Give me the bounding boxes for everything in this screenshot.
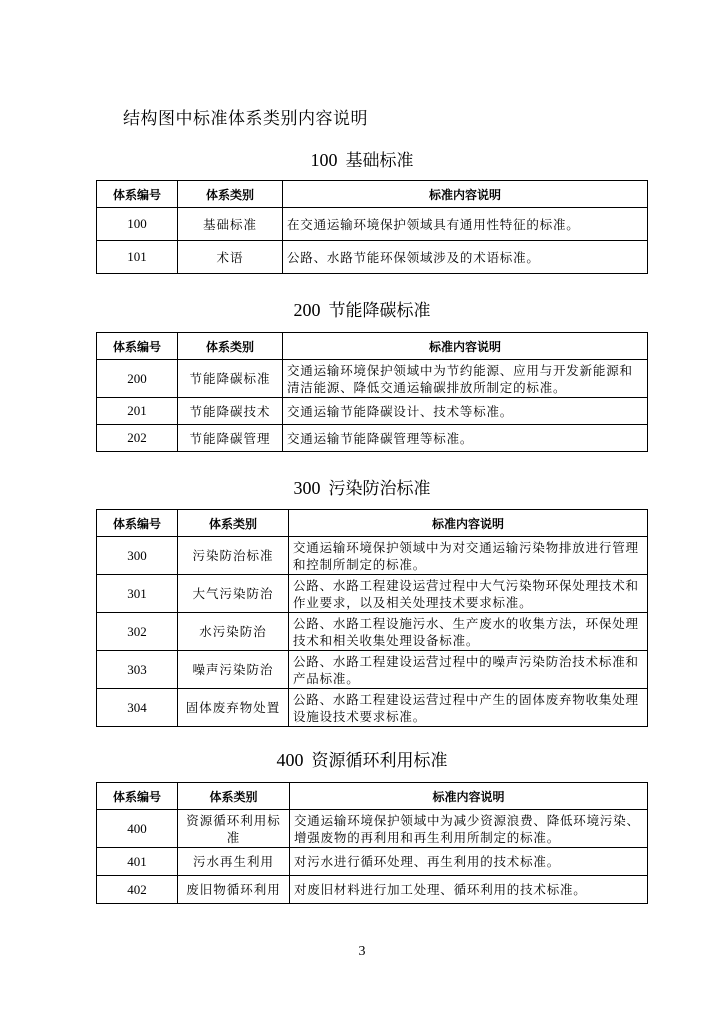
row-category: 大气污染防治 bbox=[178, 575, 289, 613]
table-row bbox=[97, 241, 648, 274]
row-description: 交通运输环境保护领域中为减少资源浪费、降低环境污染、增强废物的再利用和再生利用所制定的标准。 bbox=[290, 810, 648, 848]
row-description: 对污水进行循环处理、再生利用的技术标准。 bbox=[290, 848, 648, 876]
row-code: 300 bbox=[97, 537, 178, 575]
col-header-description: 标准内容说明 bbox=[283, 333, 648, 360]
row-description: 交通运输环境保护领域中为节约能源、应用与开发新能源和清洁能源、降低交通运输碳排放所制定的标准。 bbox=[283, 360, 648, 398]
row-description: 公路、水路工程设施污水、生产废水的收集方法，环保处理技术和相关收集处理设备标准。 bbox=[289, 613, 648, 651]
table-row bbox=[97, 208, 648, 241]
table-header-row bbox=[97, 510, 648, 537]
row-category: 固体废弃物处置 bbox=[178, 689, 289, 727]
section-name: 基础标准 bbox=[345, 151, 414, 171]
row-code: 202 bbox=[97, 425, 178, 452]
col-header-description: 标准内容说明 bbox=[289, 510, 648, 537]
table-header-row bbox=[97, 181, 648, 208]
row-description: 交通运输节能降碳管理等标准。 bbox=[283, 425, 648, 452]
row-category: 节能降碳标准 bbox=[178, 360, 283, 398]
row-description: 在交通运输环境保护领域具有通用性特征的标准。 bbox=[283, 208, 648, 241]
section-number: 400 bbox=[276, 750, 304, 770]
row-category: 节能降碳技术 bbox=[178, 398, 283, 425]
table-row bbox=[97, 398, 648, 425]
table-row bbox=[97, 848, 648, 876]
row-code: 101 bbox=[97, 241, 178, 274]
row-code: 304 bbox=[97, 689, 178, 727]
row-description: 公路、水路节能环保领域涉及的术语标准。 bbox=[283, 241, 648, 274]
row-code: 200 bbox=[97, 360, 178, 398]
table-row bbox=[97, 876, 648, 904]
col-header-code: 体系编号 bbox=[97, 333, 178, 360]
section-title-400 bbox=[0, 746, 724, 771]
page-heading: 结构图中标准体系类别内容说明 bbox=[123, 109, 368, 129]
standards-table-300 bbox=[96, 509, 648, 727]
col-header-code: 体系编号 bbox=[97, 783, 178, 810]
row-code: 302 bbox=[97, 613, 178, 651]
row-description: 公路、水路工程建设运营过程中的噪声污染防治技术标准和产品标准。 bbox=[289, 651, 648, 689]
section-title-300 bbox=[0, 474, 724, 499]
table-header-row bbox=[97, 333, 648, 360]
col-header-description: 标准内容说明 bbox=[283, 181, 648, 208]
table-row bbox=[97, 810, 648, 848]
col-header-code: 体系编号 bbox=[97, 181, 178, 208]
col-header-description: 标准内容说明 bbox=[290, 783, 648, 810]
col-header-code: 体系编号 bbox=[97, 510, 178, 537]
row-code: 301 bbox=[97, 575, 178, 613]
row-code: 100 bbox=[97, 208, 178, 241]
row-description: 公路、水路工程建设运营过程中产生的固体废弃物收集处理设施设技术要求标准。 bbox=[289, 689, 648, 727]
row-category: 水污染防治 bbox=[178, 613, 289, 651]
row-code: 303 bbox=[97, 651, 178, 689]
row-category: 噪声污染防治 bbox=[178, 651, 289, 689]
table-row bbox=[97, 575, 648, 613]
row-code: 201 bbox=[97, 398, 178, 425]
row-code: 400 bbox=[97, 810, 178, 848]
row-category: 污染防治标准 bbox=[178, 537, 289, 575]
row-description: 交通运输节能降碳设计、技术等标准。 bbox=[283, 398, 648, 425]
table-row bbox=[97, 689, 648, 727]
table-row bbox=[97, 651, 648, 689]
section-name: 污染防治标准 bbox=[328, 479, 431, 499]
col-header-category: 体系类别 bbox=[178, 510, 289, 537]
standards-table-100 bbox=[96, 180, 648, 274]
section-name: 节能降碳标准 bbox=[328, 301, 431, 321]
row-category: 资源循环利用标准 bbox=[178, 810, 290, 848]
col-header-category: 体系类别 bbox=[178, 333, 283, 360]
page-number: 3 bbox=[358, 944, 366, 959]
standards-table-400 bbox=[96, 782, 648, 904]
row-category: 废旧物循环利用 bbox=[178, 876, 290, 904]
row-code: 402 bbox=[97, 876, 178, 904]
row-description: 交通运输环境保护领域中为对交通运输污染物排放进行管理和控制所制定的标准。 bbox=[289, 537, 648, 575]
section-number: 200 bbox=[293, 300, 321, 320]
section-title-100 bbox=[0, 146, 724, 171]
table-row bbox=[97, 360, 648, 398]
table-header-row bbox=[97, 783, 648, 810]
col-header-category: 体系类别 bbox=[178, 783, 290, 810]
section-number: 100 bbox=[310, 150, 338, 170]
table-row bbox=[97, 613, 648, 651]
row-code: 401 bbox=[97, 848, 178, 876]
standards-table-200 bbox=[96, 332, 648, 452]
col-header-category: 体系类别 bbox=[178, 181, 283, 208]
section-name: 资源循环利用标准 bbox=[311, 751, 448, 771]
row-description: 对废旧材料进行加工处理、循环利用的技术标准。 bbox=[290, 876, 648, 904]
row-category: 污水再生利用 bbox=[178, 848, 290, 876]
row-description: 公路、水路工程建设运营过程中大气污染物环保处理技术和作业要求，以及相关处理技术要求标准。 bbox=[289, 575, 648, 613]
table-row bbox=[97, 425, 648, 452]
row-category: 术语 bbox=[178, 241, 283, 274]
row-category: 节能降碳管理 bbox=[178, 425, 283, 452]
section-title-200 bbox=[0, 296, 724, 321]
row-category: 基础标准 bbox=[178, 208, 283, 241]
table-row bbox=[97, 537, 648, 575]
section-number: 300 bbox=[293, 478, 321, 498]
